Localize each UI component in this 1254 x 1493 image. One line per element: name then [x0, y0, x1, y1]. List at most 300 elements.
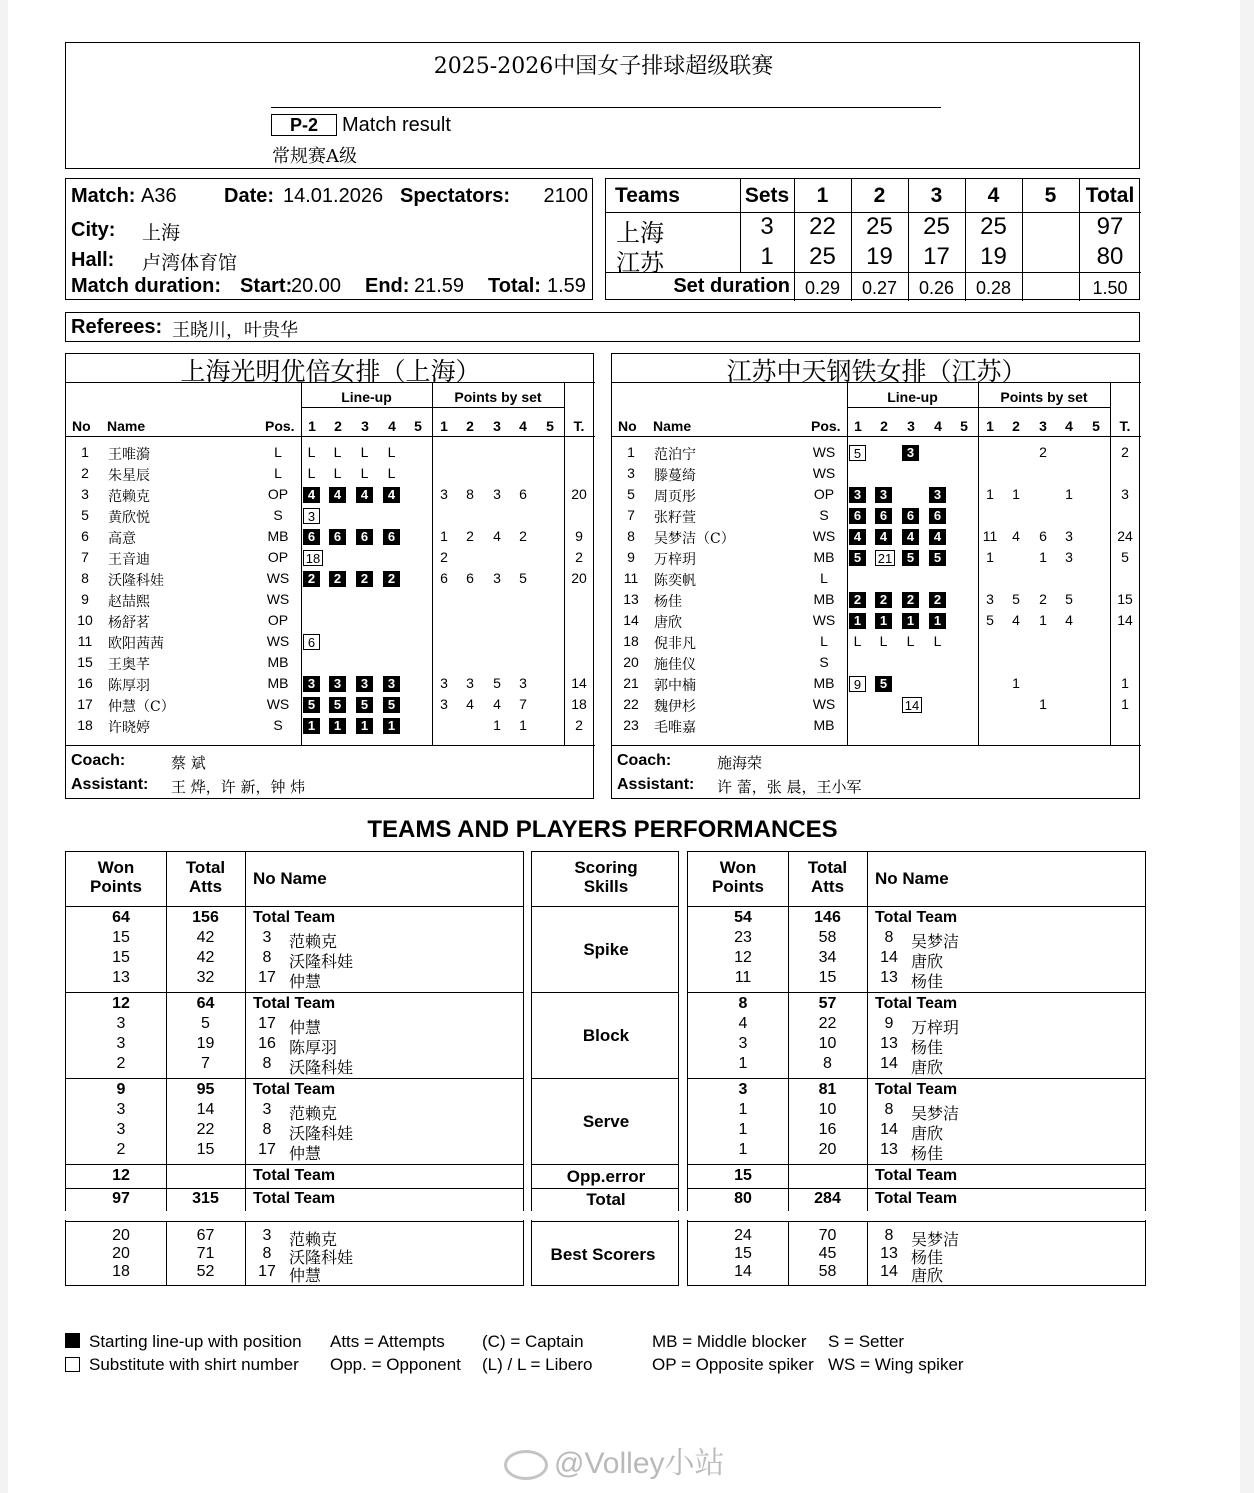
score-cell-s4: 25 — [980, 213, 1007, 240]
set-duration-value: 0.27 — [861, 278, 898, 298]
best-total-atts: 52 — [196, 1263, 215, 1280]
starting-position-box: 3 — [383, 676, 400, 692]
player-name: 黄欣悦 — [108, 510, 150, 526]
total-duration: 1.59 — [547, 275, 586, 297]
player-number: 18 — [77, 717, 93, 733]
opp_error-won-value: 15 — [734, 1167, 752, 1184]
starting-position-box: 4 — [383, 487, 400, 503]
best-top — [531, 1221, 679, 1222]
total-team-label: Total Team — [875, 909, 958, 926]
weibo-logo-icon — [504, 1450, 548, 1480]
rule-line — [66, 436, 595, 437]
won-points-value: 1 — [738, 1101, 748, 1118]
player-position: MB — [267, 675, 289, 691]
player-number: 9 — [627, 549, 635, 565]
won-points-value: 13 — [112, 969, 130, 986]
set-points: 2 — [1039, 444, 1047, 460]
player-name: 许晓婷 — [108, 720, 150, 736]
player-name: 范赖克 — [289, 932, 338, 951]
won-points-value: 2 — [116, 1141, 126, 1158]
player-total: 2 — [575, 549, 583, 565]
player-row — [612, 717, 1141, 738]
set-points: 4 — [493, 696, 501, 712]
player-number: 11 — [77, 633, 93, 649]
score-cell-team: 上海 — [616, 219, 664, 247]
lineup-set-header: 2 — [334, 418, 342, 434]
player-total: 5 — [1121, 549, 1129, 565]
player-total: 2 — [1121, 444, 1129, 460]
starting-position-box: 3 — [929, 487, 946, 503]
substitute-number-box: 6 — [303, 634, 320, 650]
match-label: Match: — [71, 185, 136, 207]
player-name: 范赖克 — [289, 1104, 338, 1123]
start-time: 20.00 — [291, 275, 342, 297]
player-name: 唐欣 — [654, 615, 682, 631]
player-row — [612, 444, 1141, 465]
libero-mark: L — [906, 633, 915, 649]
set-points: 5 — [519, 570, 527, 586]
points-set-header: 4 — [1065, 418, 1073, 434]
player-name: 范泊宁 — [654, 447, 696, 463]
city-value: 上海 — [142, 222, 181, 244]
best-player-name: 范赖克 — [289, 1230, 338, 1249]
player-row — [612, 549, 1141, 570]
score-cell-sets: 1 — [760, 243, 774, 270]
won-points-value: 15 — [112, 949, 130, 966]
points-set-header: 1 — [440, 418, 448, 434]
player-total: 1 — [1121, 696, 1129, 712]
player-position: L — [274, 444, 282, 460]
legend-mb: MB = Middle blocker — [652, 1332, 807, 1351]
best-total-atts: 70 — [818, 1227, 837, 1244]
pos-header: Pos. — [811, 418, 841, 434]
best-shirt-number: 17 — [258, 1263, 276, 1280]
opp_error-team-label: Total Team — [875, 1167, 958, 1184]
lineup-header: Line-up — [341, 389, 392, 405]
best-bottom — [65, 1285, 524, 1286]
total-atts-value: 20 — [818, 1141, 837, 1158]
player-number: 21 — [623, 675, 639, 691]
legend-starting: Starting line-up with position — [89, 1332, 302, 1351]
score-cell-team: 江苏 — [616, 249, 664, 277]
name-header: Name — [107, 418, 146, 434]
player-shirt-number: 16 — [258, 1035, 276, 1052]
starting-position-box: 4 — [329, 487, 346, 503]
starting-position-box: 3 — [356, 676, 373, 692]
substitute-number-box: 18 — [303, 550, 323, 566]
won-points-value: 11 — [734, 969, 752, 986]
set-points: 3 — [440, 486, 448, 502]
libero-mark: L — [387, 444, 396, 460]
player-number: 18 — [623, 633, 639, 649]
player-total: 20 — [571, 486, 587, 502]
player-shirt-number: 3 — [262, 1101, 272, 1118]
player-position: MB — [267, 654, 289, 670]
player-name: 杨舒茗 — [108, 615, 150, 631]
player-name: 沃隆科娃 — [289, 952, 354, 971]
starting-position-box: 2 — [383, 571, 400, 587]
player-position: OP — [267, 549, 289, 565]
libero-mark: L — [333, 465, 342, 481]
score-cell-sets: 3 — [760, 213, 774, 240]
player-total: 3 — [1121, 486, 1129, 502]
set-points: 3 — [519, 675, 527, 691]
substitute-number-box: 21 — [875, 550, 895, 566]
rule-line — [532, 992, 679, 993]
won-points-value: 9 — [116, 1081, 126, 1098]
assistant-label: Assistant: — [617, 776, 695, 793]
set-points: 11 — [982, 528, 998, 544]
player-shirt-number: 8 — [884, 1101, 894, 1118]
won-points-value: 12 — [734, 949, 752, 966]
player-name: 陈奕帆 — [654, 573, 696, 589]
starting-position-box: 6 — [875, 508, 892, 524]
set-points: 4 — [466, 696, 474, 712]
set-duration-label: Set duration — [673, 275, 790, 297]
set-points: 3 — [440, 675, 448, 691]
rule-line — [532, 1188, 679, 1189]
set-points: 1 — [493, 717, 501, 733]
player-position: L — [820, 570, 828, 586]
total-atts-value: 22 — [196, 1121, 215, 1138]
team-title: 江苏中天钢铁女排（江苏） — [726, 357, 1027, 386]
player-row — [66, 486, 595, 507]
player-position: MB — [813, 717, 835, 733]
duration-label: Match duration: — [71, 275, 221, 297]
player-name: 滕蔓绮 — [654, 468, 696, 484]
score-header-5: 5 — [1044, 184, 1057, 207]
set-points: 1 — [1039, 549, 1047, 565]
starting-position-box: 3 — [329, 676, 346, 692]
player-shirt-number: 13 — [880, 1141, 898, 1158]
set-points: 3 — [493, 486, 501, 502]
starting-position-box: 2 — [875, 592, 892, 608]
won-points-value: 23 — [734, 929, 752, 946]
lineup-set-header: 3 — [907, 418, 915, 434]
total-atts-value: 8 — [823, 1055, 832, 1072]
legend-op: OP = Opposite spiker — [652, 1355, 814, 1374]
player-name: 高意 — [108, 531, 136, 547]
score-cell-s4: 19 — [980, 243, 1007, 270]
player-row — [612, 528, 1141, 549]
starting-position-box: 5 — [849, 550, 866, 566]
starting-position-box: 5 — [356, 697, 373, 713]
scoring-skills-header: Scoring Skills — [574, 858, 638, 896]
player-shirt-number: 8 — [262, 1121, 272, 1138]
spectators-count: 2100 — [543, 185, 588, 207]
opp-error-label: Opp.error — [566, 1167, 646, 1186]
player-position: WS — [266, 696, 290, 712]
player-number: 1 — [627, 444, 635, 460]
player-name: 仲慧 — [289, 972, 322, 991]
player-name: 周页彤 — [654, 489, 696, 505]
set-points: 4 — [1012, 528, 1020, 544]
won-points-value: 12 — [112, 995, 130, 1012]
player-shirt-number: 17 — [258, 1141, 276, 1158]
rule-line — [612, 436, 1141, 437]
starting-position-box: 2 — [356, 571, 373, 587]
player-position: WS — [812, 528, 836, 544]
player-number: 3 — [627, 465, 635, 481]
total-team-label: Total Team — [875, 1081, 958, 1098]
won-points-value: 15 — [112, 929, 130, 946]
best-total-atts: 71 — [196, 1245, 215, 1262]
best-bottom — [687, 1285, 1146, 1286]
score-sheet-page — [8, 0, 1240, 1493]
total-atts-value: 5 — [201, 1015, 210, 1032]
player-name: 沃隆科娃 — [289, 1058, 354, 1077]
player-shirt-number: 17 — [258, 1015, 276, 1032]
points-by-set-header: Points by set — [1000, 389, 1088, 405]
set-duration-value: 1.50 — [1092, 278, 1128, 298]
starting-position-box: 6 — [383, 529, 400, 545]
total-atts-value: 81 — [818, 1081, 837, 1098]
won-points-value: 3 — [738, 1081, 748, 1098]
starting-position-box: 4 — [356, 487, 373, 503]
player-name: 杨佳 — [911, 972, 944, 991]
best-top — [65, 1221, 524, 1222]
player-row — [612, 486, 1141, 507]
best-player-name: 吴梦洁 — [911, 1230, 960, 1249]
rule-line — [688, 906, 1146, 907]
player-name: 唐欣 — [911, 952, 944, 971]
total-atts-value: 15 — [196, 1141, 215, 1158]
starting-position-box: 4 — [902, 529, 919, 545]
player-number: 14 — [623, 612, 639, 628]
score-cell-s1: 22 — [809, 213, 836, 240]
referees-label: Referees: — [71, 316, 163, 338]
player-number: 23 — [623, 717, 639, 733]
total-atts-value: 10 — [818, 1035, 837, 1052]
starting-position-box: 1 — [849, 613, 866, 629]
set-points: 4 — [1012, 612, 1020, 628]
player-name: 张籽萱 — [654, 510, 696, 526]
player-number: 10 — [77, 612, 93, 628]
player-row — [612, 675, 1141, 696]
starting-position-box: 6 — [356, 529, 373, 545]
best-won-points: 15 — [734, 1245, 752, 1262]
score-header-total: Total — [1085, 184, 1135, 207]
points-by-set-header: Points by set — [454, 389, 542, 405]
player-row — [66, 549, 595, 570]
player-position: WS — [812, 444, 836, 460]
player-name: 王奥芊 — [108, 657, 150, 673]
player-number: 11 — [623, 570, 639, 586]
skill-label: Serve — [582, 1112, 630, 1131]
player-total: 24 — [1117, 528, 1133, 544]
best-won-points: 20 — [112, 1227, 130, 1244]
won-points-value: 4 — [738, 1015, 748, 1032]
set-points: 8 — [466, 486, 474, 502]
player-name: 施佳仪 — [654, 657, 696, 673]
match-info-box — [65, 178, 593, 300]
won-points-value: 8 — [738, 995, 748, 1012]
best-player-name: 杨佳 — [911, 1248, 944, 1267]
best-shirt-number: 13 — [880, 1245, 898, 1262]
starting-position-box: 6 — [902, 508, 919, 524]
player-shirt-number: 8 — [262, 1055, 272, 1072]
skill-label: Spike — [583, 940, 629, 959]
referees-names: 王晓川，叶贵华 — [172, 320, 298, 341]
total-atts-value: 19 — [196, 1035, 215, 1052]
no-name-header: No Name — [253, 869, 327, 888]
libero-mark: L — [933, 633, 942, 649]
best-bottom — [531, 1285, 679, 1286]
set-points: 2 — [519, 528, 527, 544]
legend-s: S = Setter — [828, 1332, 905, 1351]
score-cell-s3: 25 — [923, 213, 950, 240]
player-number: 20 — [623, 654, 639, 670]
substitute-number-box: 14 — [902, 697, 922, 713]
player-shirt-number: 14 — [880, 1055, 898, 1072]
player-total: 14 — [571, 675, 587, 691]
won-points-value: 1 — [738, 1055, 748, 1072]
player-number: 7 — [81, 549, 89, 565]
player-row — [66, 612, 595, 633]
points-set-header: 3 — [493, 418, 501, 434]
best-player-name: 唐欣 — [911, 1266, 944, 1285]
best-shirt-number: 8 — [884, 1227, 894, 1244]
assistant-names: 王 烨，许 新，钟 炜 — [171, 778, 306, 796]
player-name: 欧阳茜茜 — [108, 636, 164, 652]
total-atts-value: 156 — [192, 909, 219, 926]
set-points: 3 — [440, 696, 448, 712]
performances-title: TEAMS AND PLAYERS PERFORMANCES — [367, 816, 838, 843]
t-header: T. — [1119, 418, 1131, 434]
player-number: 5 — [81, 507, 89, 523]
set-points: 4 — [1065, 612, 1073, 628]
substitute-swatch — [65, 1357, 80, 1372]
rule-line — [66, 1078, 524, 1079]
lineup-set-header: 4 — [934, 418, 942, 434]
substitute-number-box: 3 — [303, 508, 320, 524]
total-won-value: 80 — [734, 1190, 752, 1207]
watermark-text: @Volley小站 — [554, 1447, 725, 1480]
player-name: 唐欣 — [911, 1124, 944, 1143]
player-position: L — [274, 465, 282, 481]
player-row — [612, 465, 1141, 486]
total-team-label: Total Team — [253, 909, 336, 926]
lineup-set-header: 3 — [361, 418, 369, 434]
best-total-atts: 67 — [196, 1227, 215, 1244]
player-name: 仲慧 — [289, 1144, 322, 1163]
won-points-header: Won Points — [90, 858, 142, 896]
points-set-header: 2 — [466, 418, 474, 434]
rule-line — [245, 852, 246, 1212]
won-points-value: 3 — [116, 1121, 126, 1138]
player-name: 王唯漪 — [108, 447, 150, 463]
player-position: MB — [813, 591, 835, 607]
set-points: 6 — [466, 570, 474, 586]
player-position: MB — [813, 549, 835, 565]
watermark — [504, 1438, 725, 1482]
rule-line — [1022, 272, 1023, 301]
set-points: 1 — [986, 486, 994, 502]
lineup-set-header: 2 — [880, 418, 888, 434]
referees-box — [65, 312, 1140, 342]
coach-name: 施海荣 — [717, 754, 763, 772]
total-atts-value: 14 — [196, 1101, 215, 1118]
best-total-atts: 58 — [818, 1263, 837, 1280]
player-name: 杨佳 — [911, 1038, 944, 1057]
player-position: S — [273, 507, 283, 523]
player-row — [66, 570, 595, 591]
player-position: WS — [812, 612, 836, 628]
header-box — [65, 42, 1140, 169]
player-position: S — [819, 507, 829, 523]
player-row — [612, 612, 1141, 633]
player-name: 杨佳 — [654, 594, 682, 610]
total-team-label: Total Team — [253, 1081, 336, 1098]
won-points-header: Won Points — [712, 858, 764, 896]
points-set-header: 4 — [519, 418, 527, 434]
total-atts-value: 146 — [814, 909, 841, 926]
legend-substitute: Substitute with shirt number — [89, 1355, 299, 1374]
player-row — [612, 507, 1141, 528]
rule-line — [688, 1188, 1146, 1189]
lineup-set-header: 4 — [388, 418, 396, 434]
rule-line — [66, 745, 595, 746]
scoring-skills-panel — [531, 851, 679, 1286]
won-points-value: 1 — [738, 1121, 748, 1138]
player-position: WS — [266, 633, 290, 649]
player-shirt-number: 13 — [880, 1035, 898, 1052]
best-player-name: 沃隆科娃 — [289, 1248, 354, 1267]
starting-position-box: 6 — [329, 529, 346, 545]
starting-position-box: 6 — [929, 508, 946, 524]
set-points: 5 — [1065, 591, 1073, 607]
lineup-set-header: 1 — [308, 418, 316, 434]
total-won-value: 97 — [112, 1190, 130, 1207]
set-duration-value: 0.28 — [975, 278, 1012, 298]
starting-position-box: 2 — [329, 571, 346, 587]
won-points-value: 64 — [112, 909, 130, 926]
player-number: 5 — [627, 486, 635, 502]
won-points-value: 1 — [738, 1141, 748, 1158]
player-row — [66, 654, 595, 675]
performances-left-panel — [65, 851, 524, 1286]
player-row — [66, 507, 595, 528]
starting-position-box: 4 — [875, 529, 892, 545]
won-points-value: 54 — [734, 909, 752, 926]
player-row — [66, 465, 595, 486]
player-position: WS — [812, 696, 836, 712]
lineup-header: Line-up — [887, 389, 938, 405]
starting-position-box: 1 — [929, 613, 946, 629]
libero-mark: L — [307, 465, 316, 481]
hall-value: 卢湾体育馆 — [142, 252, 238, 274]
date-label: Date: — [224, 185, 275, 207]
assistant-label: Assistant: — [71, 776, 149, 793]
best-won-points: 24 — [734, 1227, 752, 1244]
libero-mark: L — [387, 465, 396, 481]
player-number: 8 — [81, 570, 89, 586]
points-set-header: 2 — [1012, 418, 1020, 434]
skill-label: Block — [582, 1026, 630, 1045]
starting-position-box: 4 — [849, 529, 866, 545]
total-team-label: Total Team — [253, 1190, 336, 1207]
starting-position-box: 1 — [383, 718, 400, 734]
set-points: 6 — [519, 486, 527, 502]
player-row — [612, 654, 1141, 675]
player-number: 9 — [81, 591, 89, 607]
phase-label: 常规赛A级 — [272, 146, 357, 167]
set-points: 3 — [1065, 549, 1073, 565]
player-total: 15 — [1117, 591, 1133, 607]
no-header: No — [618, 418, 637, 434]
total-atts-value: 34 — [818, 949, 837, 966]
starting-position-box: 2 — [902, 592, 919, 608]
